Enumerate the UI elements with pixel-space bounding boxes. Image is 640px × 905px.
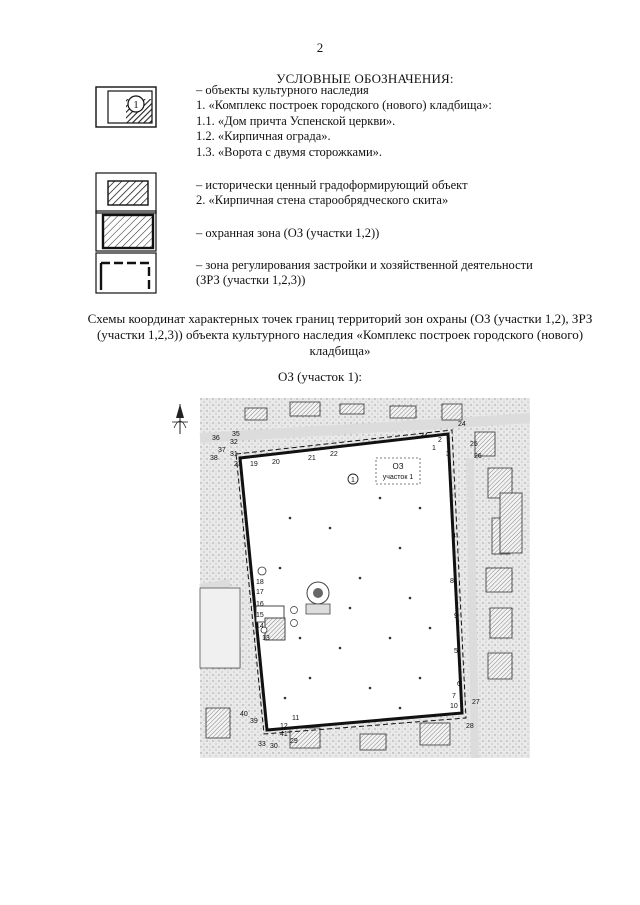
zone-label-line2: участок 1 [382,474,414,481]
point-label-30: 30 [270,743,278,750]
point-label-21: 21 [308,455,316,462]
object-marker: 1 [351,477,355,484]
historic-object-symbol [95,172,157,214]
protection-zone-symbol [95,210,157,252]
page-number: 2 [316,40,324,55]
site-marker-dot [399,547,402,550]
point-label-6: 6 [457,681,461,688]
regulation-zone-text [196,258,533,289]
point-label-3: 3 [446,451,450,458]
point-label-23: 23 [234,461,242,468]
legend-line: (ЗРЗ (участки 1,2,3)) [196,273,306,288]
site-marker-dot [359,577,362,580]
point-label-29: 29 [290,738,298,745]
zone-label-line1: ОЗ [392,462,404,471]
point-label-1: 1 [432,445,436,452]
legend-line: – охранная зона (ОЗ (участки 1,2)) [196,226,380,240]
legend-line: – зона регулирования застройки и хозяйственной деятельности [196,258,533,272]
legend-line: – объекты культурного наследия [196,83,369,97]
site-marker-dot [419,507,422,510]
point-label-40: 40 [240,711,248,718]
cultural-object-symbol [95,86,157,128]
point-label-28: 28 [466,723,474,730]
site-marker-dot [409,597,412,600]
point-label-32: 32 [230,439,238,446]
point-label-15: 15 [256,612,264,619]
site-marker-dot [419,677,422,680]
point-label-11: 11 [292,715,300,722]
site-marker-dot [369,687,372,690]
point-label-4: 4 [452,533,456,540]
legend-title: УСЛОВНЫЕ ОБОЗНАЧЕНИЯ: [276,71,454,86]
point-label-38: 38 [210,455,218,462]
point-label-9: 9 [454,613,458,620]
point-label-12: 12 [280,723,288,730]
protection-zone-text [196,226,379,241]
point-label-31: 31 [230,451,238,458]
legend-line: 1.1. «Дом причта Успенской церкви». [196,113,396,128]
point-label-36: 36 [212,435,220,442]
point-label-14: 14 [256,623,264,630]
point-label-37: 37 [218,447,226,454]
site-marker-dot [309,677,312,680]
legend-line: 1.2. «Кирпичная ограда». [196,129,331,144]
point-label-17: 17 [256,589,264,596]
site-marker-dot [279,567,282,570]
point-label-33: 33 [258,741,266,748]
point-label-8: 8 [450,578,454,585]
cultural-objects-text [196,83,492,160]
site-marker-dot [389,637,392,640]
point-label-16: 16 [256,601,264,608]
regulation-zone-symbol [95,252,157,294]
scheme-caption: Схемы координат характерных точек границ территорий зон охраны (ОЗ (участки 1,2), ЗРЗ (участки 1,2,3)) объекта культурного наследия «Комплекс построек городского (нового) кладбища» [87,311,593,358]
legend-line: – исторически ценный градоформирующий объект [196,178,468,192]
legend-line: 1. «Комплекс построек городского (нового) кладбища»: [196,98,492,113]
point-label-27: 27 [472,699,480,706]
point-label-35: 35 [232,431,240,438]
legend-line: 2. «Кирпичная стена старообрядческого скита» [196,193,449,208]
cultural-object-marker: 1 [133,99,139,111]
north-arrow-icon [172,404,188,434]
scheme-subtitle: ОЗ (участок 1): [277,369,363,384]
site-marker-dot [429,627,432,630]
site-marker-dot [289,517,292,520]
point-label-5: 5 [454,648,458,655]
historic-object-text [196,178,468,209]
point-label-18: 18 [256,579,264,586]
legend-line: 1.3. «Ворота с двумя сторожками». [196,144,383,159]
site-marker-dot [379,497,382,500]
point-label-39: 39 [250,718,258,725]
zone-map [170,398,530,758]
site-marker-dot [339,647,342,650]
point-label-19: 19 [250,461,258,468]
site-marker-dot [349,607,352,610]
point-label-24: 24 [458,421,466,428]
point-label-25: 25 [470,441,478,448]
point-label-26: 26 [474,453,482,460]
point-label-20: 20 [272,459,280,466]
point-label-22: 22 [330,451,338,458]
site-marker-dot [399,707,402,710]
point-label-2: 2 [438,437,442,444]
point-label-7: 7 [452,693,456,700]
point-label-41: 41 [280,731,288,738]
point-label-34: 34 [420,433,428,440]
point-label-13: 13 [262,635,270,642]
site-marker-dot [284,697,287,700]
point-label-10: 10 [450,703,458,710]
site-marker-dot [329,527,332,530]
site-marker-dot [299,637,302,640]
